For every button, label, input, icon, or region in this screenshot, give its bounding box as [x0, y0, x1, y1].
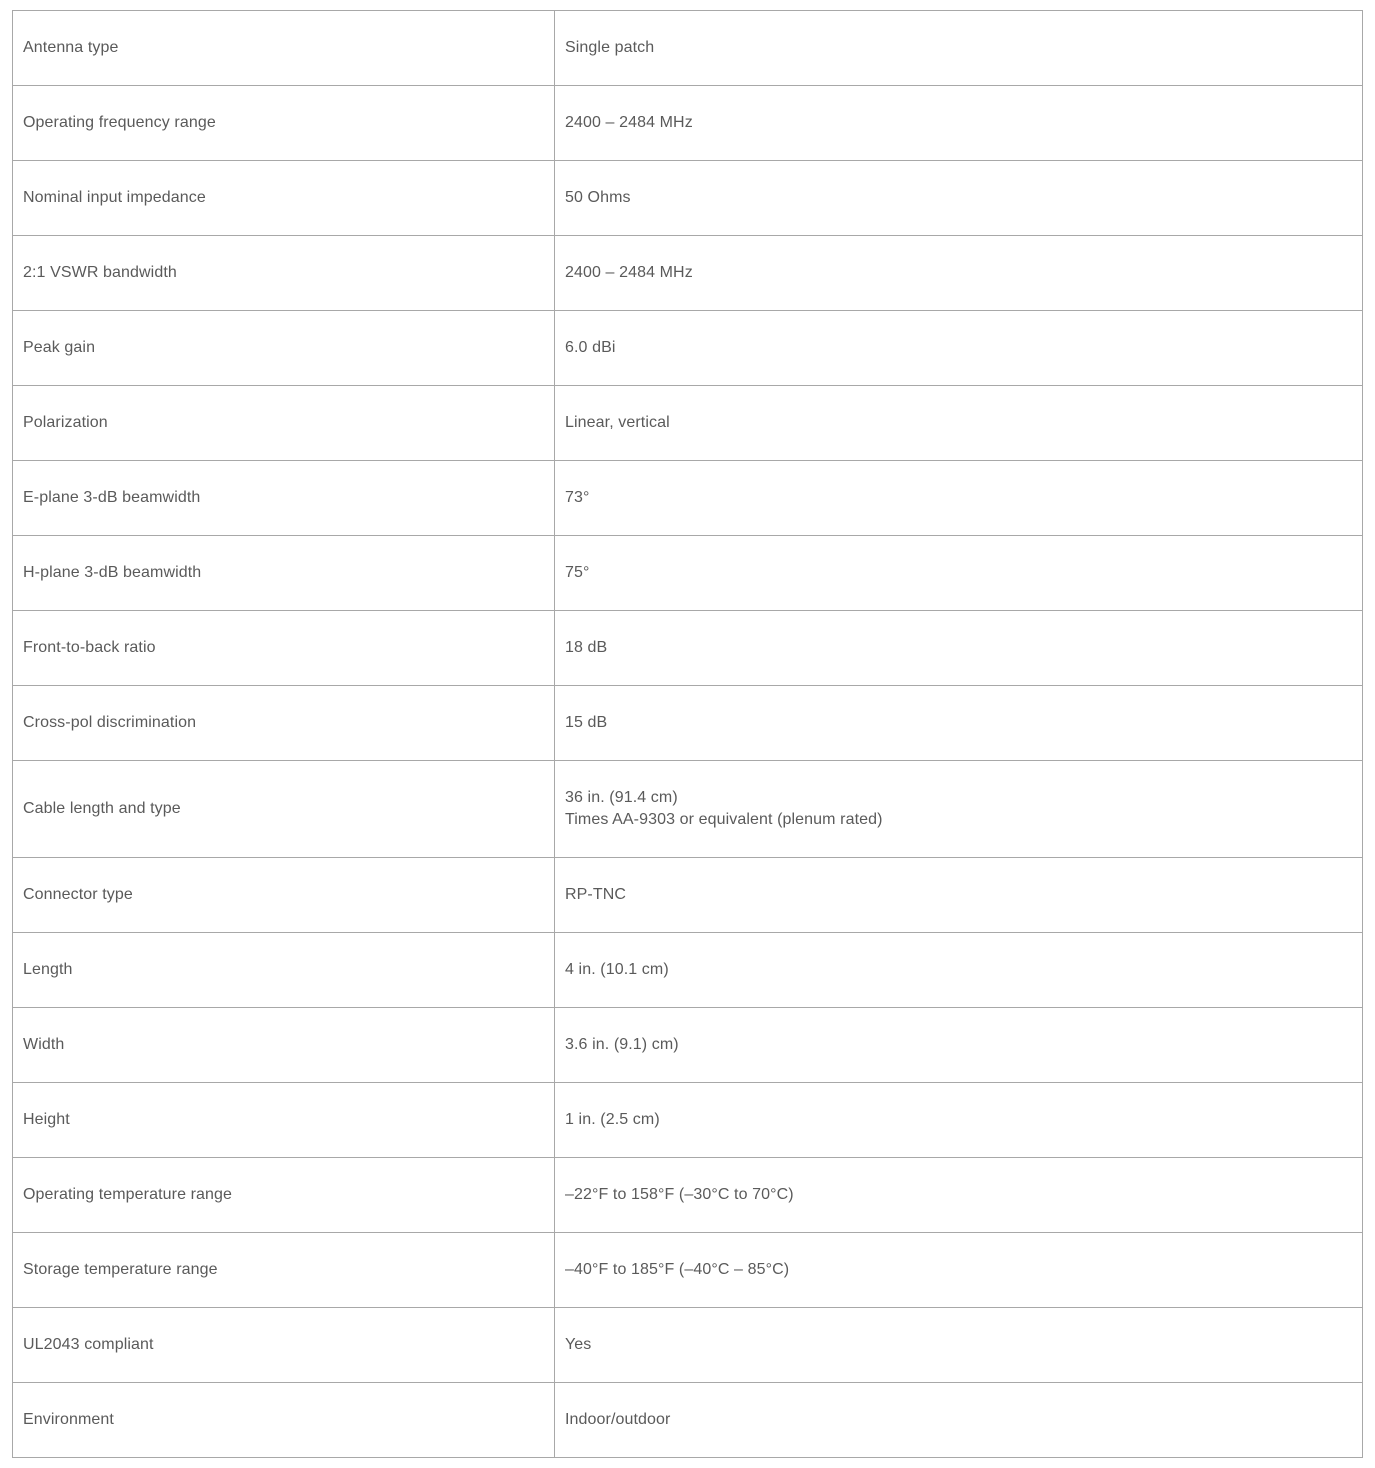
spec-value	[555, 236, 1363, 311]
spec-label: Length	[13, 933, 555, 1008]
spec-value-line: 15 dB	[565, 714, 608, 731]
spec-value-line: 50 Ohms	[565, 189, 631, 206]
spec-value	[555, 86, 1363, 161]
table-row	[13, 11, 1363, 86]
spec-value	[555, 858, 1363, 933]
spec-value	[555, 386, 1363, 461]
spec-label: UL2043 compliant	[13, 1308, 555, 1383]
spec-label: Storage temperature range	[13, 1233, 555, 1308]
spec-label: Nominal input impedance	[13, 161, 555, 236]
spec-label: Operating temperature range	[13, 1158, 555, 1233]
spec-value	[555, 1083, 1363, 1158]
spec-value-line: 18 dB	[565, 639, 608, 656]
spec-value	[555, 461, 1363, 536]
table-row	[13, 611, 1363, 686]
spec-value-line: Times AA-9303 or equivalent (plenum rated)	[565, 811, 883, 828]
spec-label: Width	[13, 1008, 555, 1083]
spec-label: E-plane 3-dB beamwidth	[13, 461, 555, 536]
table-row	[13, 686, 1363, 761]
table-row	[13, 1233, 1363, 1308]
spec-value-line: –40°F to 185°F (–40°C – 85°C)	[565, 1261, 790, 1278]
spec-value-line: 75°	[565, 564, 590, 581]
table-row	[13, 1008, 1363, 1083]
spec-label: Environment	[13, 1383, 555, 1458]
spec-value	[555, 1008, 1363, 1083]
table-row	[13, 236, 1363, 311]
table-row	[13, 1083, 1363, 1158]
spec-label: Operating frequency range	[13, 86, 555, 161]
table-row	[13, 461, 1363, 536]
spec-value-line: 73°	[565, 489, 590, 506]
spec-value-line: 2400 – 2484 MHz	[565, 114, 693, 131]
spec-value	[555, 761, 1363, 858]
spec-label: Connector type	[13, 858, 555, 933]
table-row	[13, 86, 1363, 161]
spec-value-line: 4 in. (10.1 cm)	[565, 961, 669, 978]
spec-value-line: 6.0 dBi	[565, 339, 616, 356]
spec-value	[555, 311, 1363, 386]
spec-value	[555, 933, 1363, 1008]
spec-value	[555, 1158, 1363, 1233]
spec-label: Cross-pol discrimination	[13, 686, 555, 761]
spec-label: Peak gain	[13, 311, 555, 386]
spec-label: Height	[13, 1083, 555, 1158]
spec-value-line: 2400 – 2484 MHz	[565, 264, 693, 281]
spec-value	[555, 1308, 1363, 1383]
spec-value-line: Yes	[565, 1336, 592, 1353]
table-row	[13, 1383, 1363, 1458]
spec-value	[555, 11, 1363, 86]
spec-label: 2:1 VSWR bandwidth	[13, 236, 555, 311]
spec-label: Polarization	[13, 386, 555, 461]
table-row	[13, 933, 1363, 1008]
spec-value	[555, 1383, 1363, 1458]
spec-label: Cable length and type	[13, 761, 555, 858]
spec-value-line: –22°F to 158°F (–30°C to 70°C)	[565, 1186, 794, 1203]
spec-table-body	[13, 11, 1363, 1458]
table-row	[13, 761, 1363, 858]
spec-value-line: Single patch	[565, 39, 655, 56]
spec-label: Front-to-back ratio	[13, 611, 555, 686]
spec-table	[12, 10, 1363, 1458]
spec-value	[555, 611, 1363, 686]
table-row	[13, 311, 1363, 386]
spec-value-line: Indoor/outdoor	[565, 1411, 671, 1428]
spec-value	[555, 536, 1363, 611]
spec-label: Antenna type	[13, 11, 555, 86]
table-row	[13, 161, 1363, 236]
spec-value	[555, 1233, 1363, 1308]
table-row	[13, 858, 1363, 933]
spec-value-line: 1 in. (2.5 cm)	[565, 1111, 660, 1128]
spec-value-line: RP-TNC	[565, 886, 627, 903]
table-row	[13, 1158, 1363, 1233]
table-row	[13, 536, 1363, 611]
spec-label: H-plane 3-dB beamwidth	[13, 536, 555, 611]
spec-value-line: 3.6 in. (9.1) cm)	[565, 1036, 679, 1053]
spec-value-line: 36 in. (91.4 cm)	[565, 789, 678, 806]
table-row	[13, 386, 1363, 461]
table-row	[13, 1308, 1363, 1383]
spec-value-line: Linear, vertical	[565, 414, 670, 431]
spec-value	[555, 161, 1363, 236]
spec-value	[555, 686, 1363, 761]
